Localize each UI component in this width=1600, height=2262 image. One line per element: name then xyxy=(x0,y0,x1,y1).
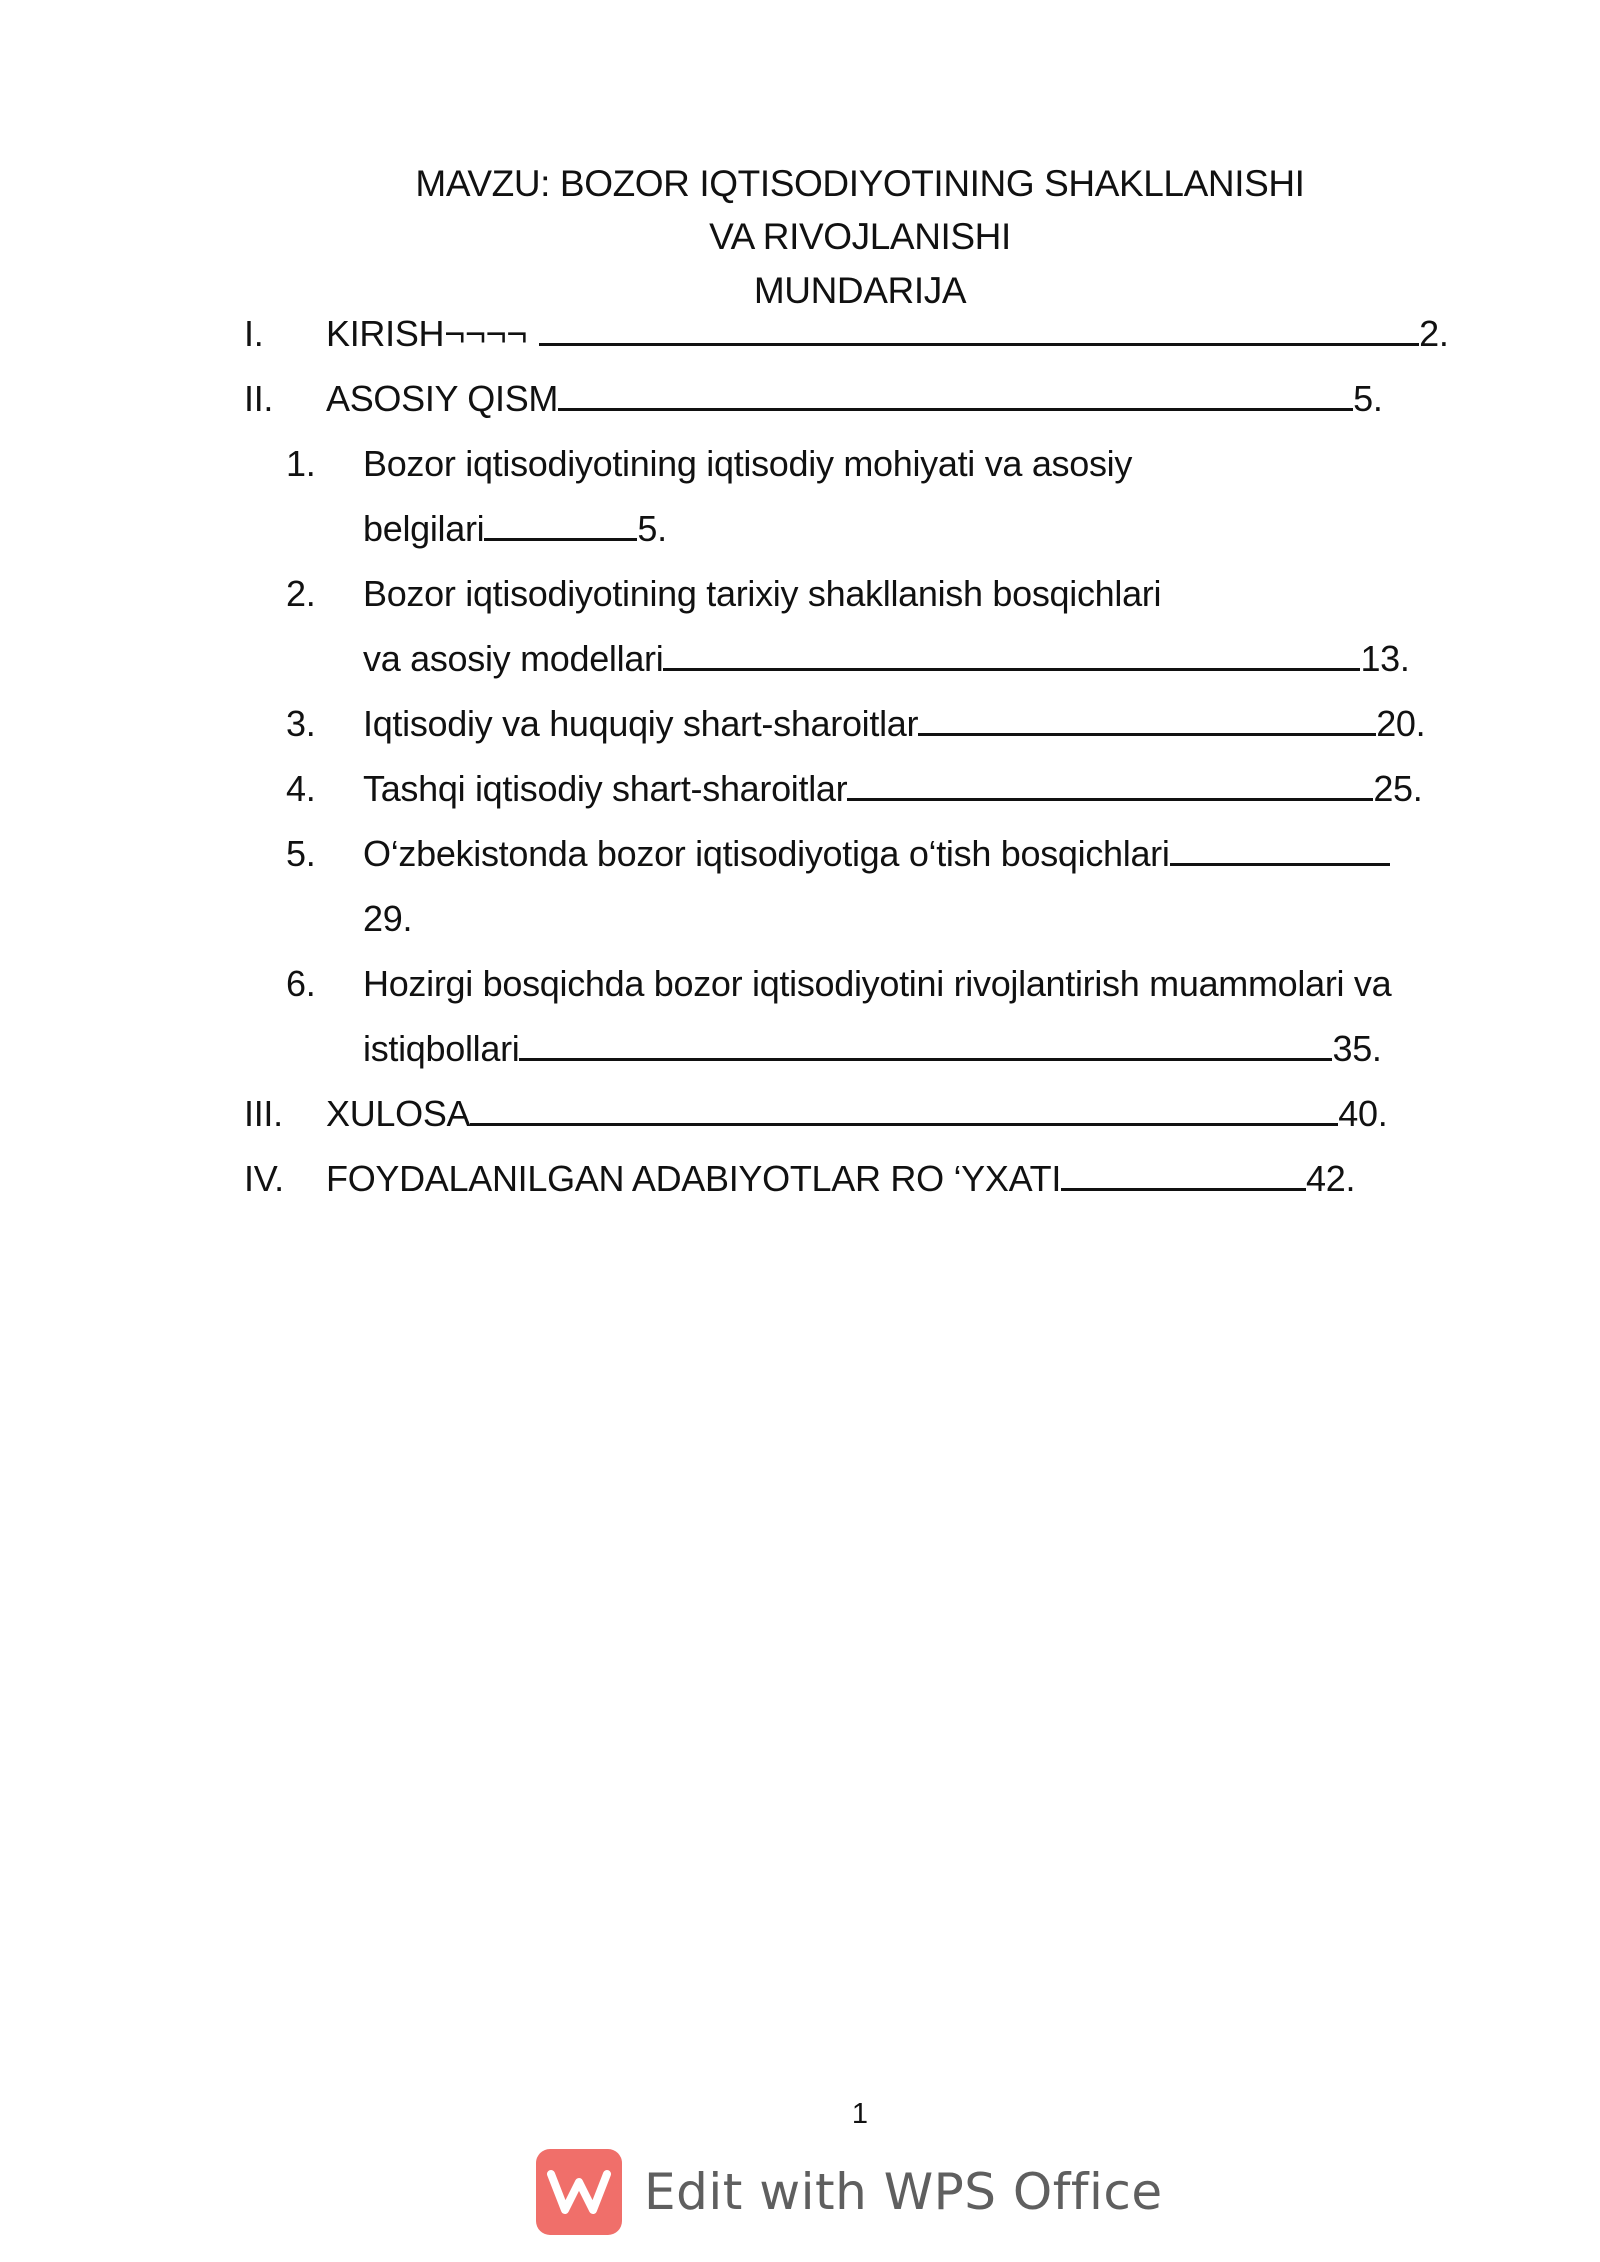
leader-line xyxy=(519,1058,1332,1061)
toc-label: FOYDALANILGAN ADABIYOTLAR RO ‘YXATI xyxy=(326,1158,1062,1199)
toc-page: 40. xyxy=(1338,1093,1388,1134)
toc-label: Tashqi iqtisodiy shart-sharoitlar xyxy=(363,768,848,809)
document-title: MAVZU: BOZOR IQTISODIYOTINING SHAKLLANISHI xyxy=(415,163,1305,204)
toc-entry-6 xyxy=(286,957,1391,1011)
toc-number: IV. xyxy=(244,1158,284,1199)
toc-entry-2 xyxy=(286,567,1161,621)
page-number: 1 xyxy=(851,2098,869,2130)
toc-label: KIRISH¬¬¬¬ xyxy=(326,313,528,354)
toc-entry-references xyxy=(244,1152,1355,1206)
toc-label: istiqbollari xyxy=(363,1028,520,1069)
toc-page: 5. xyxy=(637,508,667,549)
toc-entry-5-cont xyxy=(363,892,412,946)
toc-number: 5. xyxy=(286,833,316,874)
leader-line xyxy=(558,408,1353,411)
toc-number: I. xyxy=(244,313,264,354)
toc-label: Bozor iqtisodiyotining tarixiy shakllanish bosqichlari xyxy=(363,573,1162,614)
toc-label: Iqtisodiy va huquqiy shart-sharoitlar xyxy=(363,703,919,744)
toc-label: ASOSIY QISM xyxy=(326,378,559,419)
toc-number: II. xyxy=(244,378,274,419)
leader-line xyxy=(1170,863,1390,866)
toc-page: 42. xyxy=(1306,1158,1356,1199)
toc-label: XULOSA xyxy=(326,1093,471,1134)
toc-entry-3 xyxy=(286,697,1425,751)
contents-heading: MUNDARIJA xyxy=(753,270,967,311)
toc-label: va asosiy modellari xyxy=(363,638,664,679)
toc-label: Hozirgi bosqichda bozor iqtisodiyotini rivojlantirish muammolari va xyxy=(363,963,1392,1004)
toc-entry-kirish xyxy=(244,307,1449,361)
document-title-line2: VA RIVOJLANISHI xyxy=(709,216,1011,257)
leader-line xyxy=(484,538,637,541)
toc-label: belgilari xyxy=(363,508,485,549)
toc-page: 2. xyxy=(1419,313,1449,354)
leader-line xyxy=(847,798,1373,801)
toc-number: 3. xyxy=(286,703,316,744)
leader-line xyxy=(663,668,1360,671)
wps-edit-label[interactable]: Edit with WPS Office xyxy=(644,2163,1163,2221)
toc-entry-1-cont xyxy=(363,502,667,556)
toc-page: 13. xyxy=(1360,638,1410,679)
wps-edit-banner[interactable] xyxy=(536,2146,1163,2238)
leader-line xyxy=(1061,1188,1306,1191)
leader-line xyxy=(470,1123,1338,1126)
toc-page: 35. xyxy=(1332,1028,1382,1069)
toc-entry-1 xyxy=(286,437,1132,491)
toc-number: 6. xyxy=(286,963,316,1004)
toc-entry-4 xyxy=(286,762,1422,816)
toc-label: O‘zbekistonda bozor iqtisodiyotiga o‘tish bosqichlari xyxy=(363,833,1170,874)
toc-number: 2. xyxy=(286,573,316,614)
toc-entry-6-cont xyxy=(363,1022,1382,1076)
toc-page: 29. xyxy=(363,898,413,939)
toc-label: Bozor iqtisodiyotining iqtisodiy mohiyati va asosiy xyxy=(363,443,1133,484)
toc-entry-5 xyxy=(286,827,1390,881)
leader-line xyxy=(539,343,1419,346)
toc-entry-asosiy xyxy=(244,372,1383,426)
wps-logo-icon xyxy=(536,2149,622,2235)
toc-number: 4. xyxy=(286,768,316,809)
toc-number: 1. xyxy=(286,443,316,484)
toc-page: 20. xyxy=(1376,703,1426,744)
leader-line xyxy=(918,733,1376,736)
toc-page: 25. xyxy=(1373,768,1423,809)
toc-entry-xulosa xyxy=(244,1087,1387,1141)
toc-page: 5. xyxy=(1353,378,1383,419)
toc-number: III. xyxy=(244,1093,283,1134)
toc-entry-2-cont xyxy=(363,632,1410,686)
